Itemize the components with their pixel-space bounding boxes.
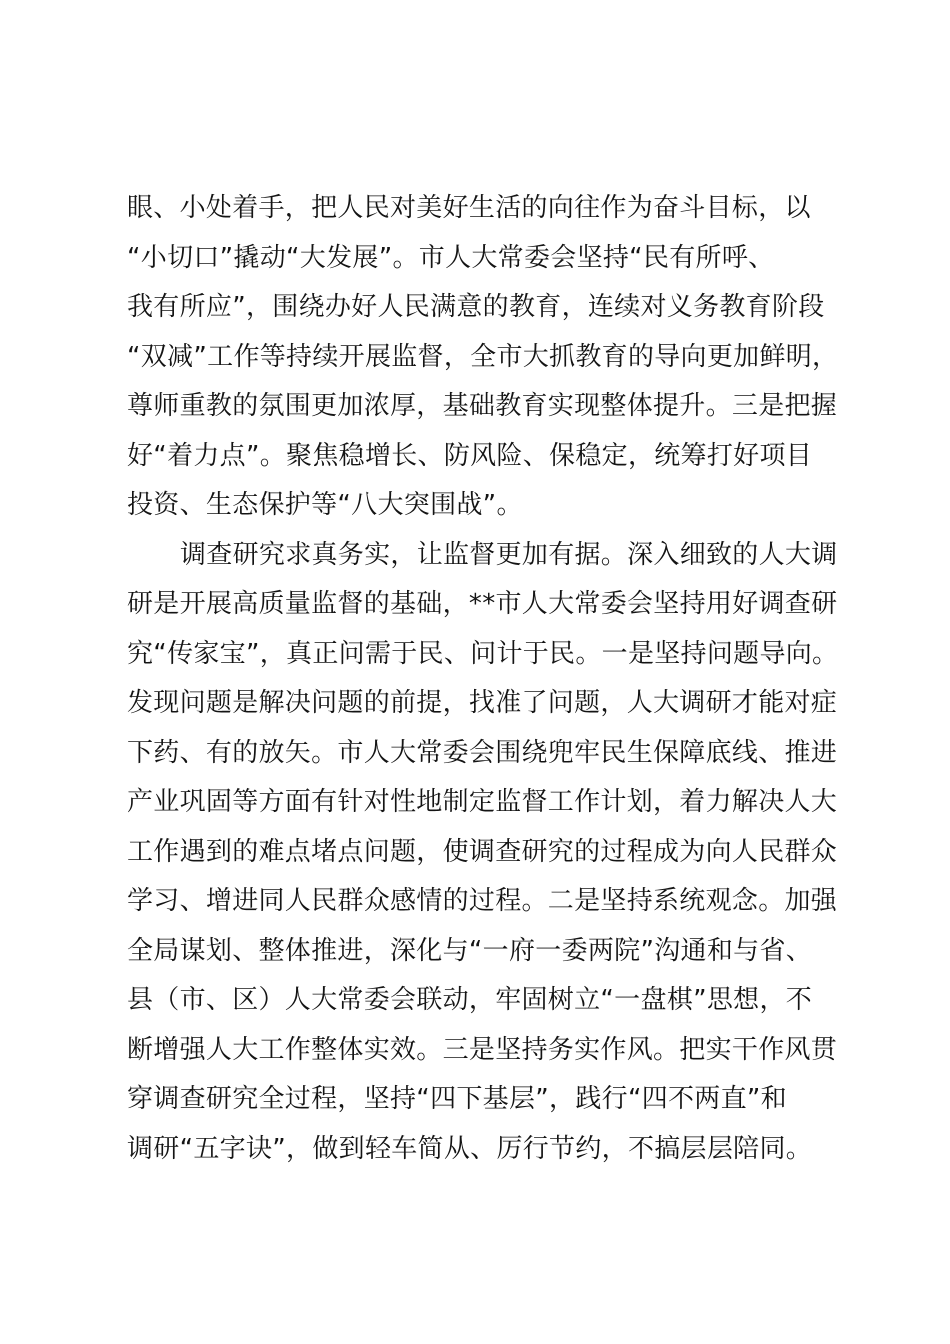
text-line: 眼、小处着手，把人民对美好生活的向往作为奋斗目标，以 (127, 193, 811, 223)
text-line: 我有所应”，围绕办好人民满意的教育，连续对义务教育阶段 (127, 292, 825, 322)
text-line: 好“着力点”。聚焦稳增长、防风险、保稳定，统筹打好项目 (127, 440, 813, 471)
text-line: 学习、增进同人民群众感情的过程。二是坚持系统观念。加强 (127, 886, 838, 916)
text-line: 产业巩固等方面有针对性地制定监督工作计划，着力解决人大 (127, 787, 838, 817)
paragraph-first-line: 调查研究求真务实，让监督更加有据。深入细致的人大调 (180, 539, 838, 570)
text-line: 究“传家宝”，真正问需于民、问计于民。一是坚持问题导向。 (127, 638, 839, 669)
text-line: 发现问题是解决问题的前提，找准了问题，人大调研才能对症 (127, 688, 838, 718)
text-line: 研是开展高质量监督的基础，**市人大常委会坚持用好调查研 (127, 589, 838, 619)
text-line: 下药、有的放矢。市人大常委会围绕兜牢民生保障底线、推进 (127, 737, 838, 768)
text-line: “小切口”撬动“大发展”。市人大常委会坚持“民有所呼、 (127, 242, 775, 273)
text-line: 调研“五字诀”，做到轻车简从、厉行节约，不搞层层陪同。 (127, 1133, 813, 1164)
text-line: 断增强人大工作整体实效。三是坚持务实作风。把实干作风贯 (127, 1034, 838, 1065)
text-line: 工作遇到的难点堵点问题，使调查研究的过程成为向人民群众 (127, 836, 838, 867)
text-line: 穿调查研究全过程，坚持“四下基层”，践行“四不两直”和 (127, 1084, 787, 1114)
text-line: 全局谋划、整体推进，深化与“一府一委两院”沟通和与省、 (127, 935, 813, 966)
body-text (127, 184, 847, 1174)
text-line: 县（市、区）人大常委会联动，牢固树立“一盘棋”思想，不 (127, 985, 813, 1015)
text-line: “双减”工作等持续开展监督，全市大抓教育的导向更加鲜明， (127, 341, 839, 372)
text-line: 尊师重教的氛围更加浓厚，基础教育实现整体提升。三是把握 (127, 391, 838, 421)
text-line: 投资、生态保护等“八大突围战”。 (127, 490, 523, 520)
